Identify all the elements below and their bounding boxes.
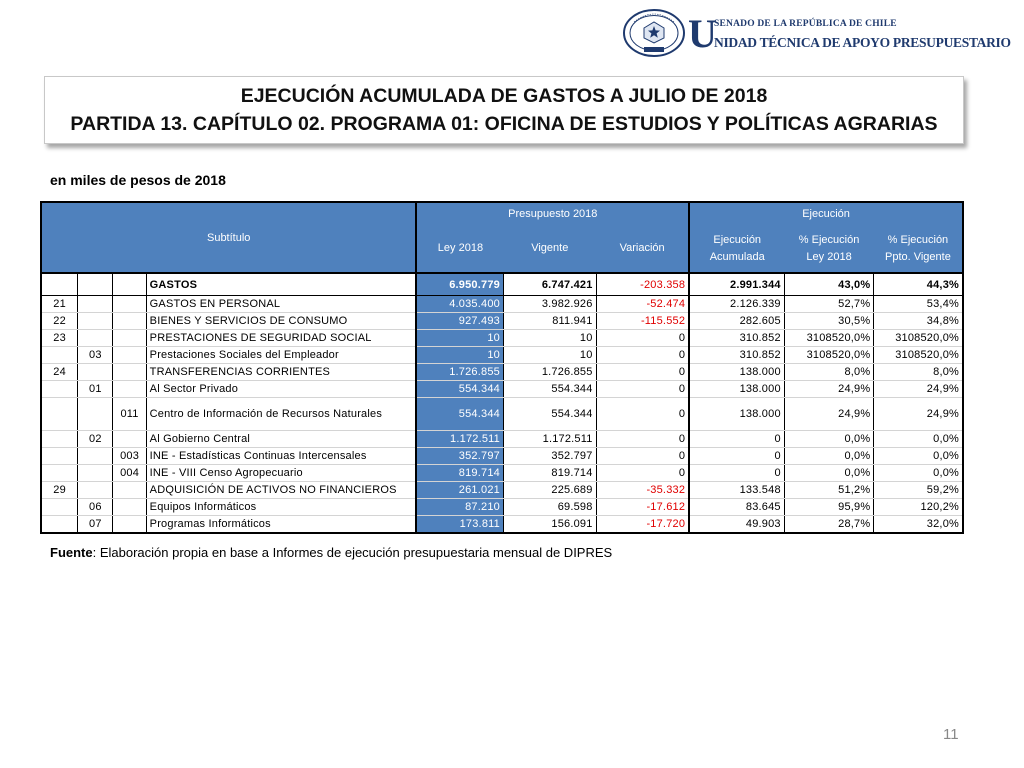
title-box xyxy=(44,76,964,144)
pct-vigente-value: 0,0% xyxy=(874,465,963,482)
pct-vigente-value: 0,0% xyxy=(874,431,963,448)
ley-value: 10 xyxy=(416,330,503,347)
page-subtitle: PARTIDA 13. CAPÍTULO 02. PROGRAMA 01: OFICINA DE ESTUDIOS Y POLÍTICAS AGRARIAS xyxy=(70,113,938,135)
budget-table xyxy=(40,201,964,534)
pct-vigente-value: 120,2% xyxy=(874,499,963,516)
pct-vigente-value: 24,9% xyxy=(874,381,963,398)
subtitulo-code xyxy=(41,398,78,431)
vigente-value: 819.714 xyxy=(503,465,596,482)
vigente-value: 811.941 xyxy=(503,313,596,330)
table-row xyxy=(41,381,963,398)
asignacion-code xyxy=(113,313,146,330)
ejecucion-value: 133.548 xyxy=(689,482,784,499)
ejecucion-value: 138.000 xyxy=(689,364,784,381)
ley-value: 6.950.779 xyxy=(416,273,503,296)
ley-value: 10 xyxy=(416,347,503,364)
vigente-value: 1.726.855 xyxy=(503,364,596,381)
ley-value: 173.811 xyxy=(416,516,503,534)
vigente-value: 6.747.421 xyxy=(503,273,596,296)
asignacion-code xyxy=(113,364,146,381)
asignacion-code xyxy=(113,330,146,347)
pct-vigente-value: 34,8% xyxy=(874,313,963,330)
line-name: Equipos Informáticos xyxy=(146,499,416,516)
subtitulo-code: 24 xyxy=(41,364,78,381)
line-name: Prestaciones Sociales del Empleador xyxy=(146,347,416,364)
header-vigente: Vigente xyxy=(503,225,596,273)
table-row xyxy=(41,482,963,499)
pct-ley-value: 30,5% xyxy=(784,313,874,330)
header-subtitulo: Subtítulo xyxy=(41,202,416,273)
subtitulo-code: 21 xyxy=(41,296,78,313)
item-code xyxy=(78,296,113,313)
vigente-value: 225.689 xyxy=(503,482,596,499)
asignacion-code xyxy=(113,347,146,364)
pct-ley-value: 0,0% xyxy=(784,465,874,482)
ejecucion-value: 0 xyxy=(689,448,784,465)
header-ejecucion-group: Ejecución xyxy=(689,202,963,225)
source-note xyxy=(50,545,612,560)
item-code: 07 xyxy=(78,516,113,534)
asignacion-code xyxy=(113,516,146,534)
subtitulo-code xyxy=(41,381,78,398)
ejecucion-value: 138.000 xyxy=(689,398,784,431)
pct-ley-value: 3108520,0% xyxy=(784,347,874,364)
subtitulo-code xyxy=(41,465,78,482)
table-row xyxy=(41,398,963,431)
item-code xyxy=(78,273,113,296)
asignacion-code: 011 xyxy=(113,398,146,431)
subtitulo-code: 22 xyxy=(41,313,78,330)
line-name: Centro de Información de Recursos Naturales xyxy=(146,398,416,431)
pct-vigente-value: 59,2% xyxy=(874,482,963,499)
ejecucion-value: 282.605 xyxy=(689,313,784,330)
ley-value: 1.726.855 xyxy=(416,364,503,381)
pct-ley-value: 28,7% xyxy=(784,516,874,534)
table-row-total xyxy=(41,273,963,296)
pct-ley-value: 24,9% xyxy=(784,381,874,398)
table-row xyxy=(41,364,963,381)
item-code: 01 xyxy=(78,381,113,398)
ejecucion-value: 0 xyxy=(689,465,784,482)
asignacion-code: 004 xyxy=(113,465,146,482)
table-body xyxy=(41,273,963,533)
ejecucion-value: 310.852 xyxy=(689,330,784,347)
item-code xyxy=(78,313,113,330)
ley-value: 261.021 xyxy=(416,482,503,499)
subtitulo-code xyxy=(41,499,78,516)
line-name: GASTOS EN PERSONAL xyxy=(146,296,416,313)
table-row xyxy=(41,347,963,364)
header-presupuesto-group: Presupuesto 2018 xyxy=(416,202,689,225)
header-ley: Ley 2018 xyxy=(416,225,503,273)
asignacion-code xyxy=(113,381,146,398)
pct-vigente-value: 32,0% xyxy=(874,516,963,534)
pct-ley-value: 43,0% xyxy=(784,273,874,296)
subtitulo-code: 29 xyxy=(41,482,78,499)
units-note: en miles de pesos de 2018 xyxy=(50,172,226,188)
variacion-value: 0 xyxy=(596,431,689,448)
item-code xyxy=(78,330,113,347)
line-name: BIENES Y SERVICIOS DE CONSUMO xyxy=(146,313,416,330)
line-name: Al Gobierno Central xyxy=(146,431,416,448)
logo-unidad-line: NIDAD TÉCNICA DE APOYO PRESUPUESTARIO xyxy=(714,35,1011,50)
ley-value: 819.714 xyxy=(416,465,503,482)
item-code xyxy=(78,482,113,499)
vigente-value: 10 xyxy=(503,330,596,347)
vigente-value: 10 xyxy=(503,347,596,364)
variacion-value: 0 xyxy=(596,448,689,465)
item-code xyxy=(78,465,113,482)
item-code: 03 xyxy=(78,347,113,364)
senate-seal-icon xyxy=(622,8,686,58)
asignacion-code xyxy=(113,273,146,296)
ejecucion-value: 49.903 xyxy=(689,516,784,534)
subtitulo-code xyxy=(41,448,78,465)
vigente-value: 1.172.511 xyxy=(503,431,596,448)
page-title: EJECUCIÓN ACUMULADA DE GASTOS A JULIO DE 2018 xyxy=(240,85,768,107)
line-name: GASTOS xyxy=(146,273,416,296)
ley-value: 1.172.511 xyxy=(416,431,503,448)
item-code xyxy=(78,364,113,381)
pct-vigente-value: 3108520,0% xyxy=(874,347,963,364)
pct-ley-value: 52,7% xyxy=(784,296,874,313)
subtitulo-code xyxy=(41,431,78,448)
ley-value: 554.344 xyxy=(416,398,503,431)
pct-ley-value: 95,9% xyxy=(784,499,874,516)
table-row xyxy=(41,330,963,347)
senado-logo xyxy=(622,8,1018,58)
asignacion-code xyxy=(113,296,146,313)
ejecucion-value: 138.000 xyxy=(689,381,784,398)
ejecucion-value: 0 xyxy=(689,431,784,448)
pct-vigente-value: 3108520,0% xyxy=(874,330,963,347)
ley-value: 554.344 xyxy=(416,381,503,398)
asignacion-code: 003 xyxy=(113,448,146,465)
variacion-value: -17.612 xyxy=(596,499,689,516)
subtitulo-code xyxy=(41,516,78,534)
table-row xyxy=(41,448,963,465)
subtitulo-code: 23 xyxy=(41,330,78,347)
ejecucion-value: 2.126.339 xyxy=(689,296,784,313)
line-name: PRESTACIONES DE SEGURIDAD SOCIAL xyxy=(146,330,416,347)
table-row xyxy=(41,499,963,516)
variacion-value: 0 xyxy=(596,465,689,482)
ley-value: 927.493 xyxy=(416,313,503,330)
item-code xyxy=(78,448,113,465)
line-name: INE - VIII Censo Agropecuario xyxy=(146,465,416,482)
ley-value: 4.035.400 xyxy=(416,296,503,313)
header-variacion: Variación xyxy=(596,225,689,273)
source-text: : Elaboración propia en base a Informes de ejecución presupuestaria mensual de DIPRES xyxy=(92,545,613,560)
table-row xyxy=(41,313,963,330)
pct-vigente-value: 53,4% xyxy=(874,296,963,313)
pct-vigente-value: 8,0% xyxy=(874,364,963,381)
variacion-value: -52.474 xyxy=(596,296,689,313)
table-row xyxy=(41,431,963,448)
pct-ley-value: 24,9% xyxy=(784,398,874,431)
logo-initial: U xyxy=(688,11,717,56)
item-code: 02 xyxy=(78,431,113,448)
vigente-value: 156.091 xyxy=(503,516,596,534)
line-name: INE - Estadísticas Continuas Intercensales xyxy=(146,448,416,465)
table-row xyxy=(41,296,963,313)
variacion-value: -17.720 xyxy=(596,516,689,534)
variacion-value: 0 xyxy=(596,398,689,431)
subtitulo-code xyxy=(41,347,78,364)
line-name: TRANSFERENCIAS CORRIENTES xyxy=(146,364,416,381)
asignacion-code xyxy=(113,499,146,516)
header-pct-ley: % Ejecución Ley 2018 xyxy=(784,225,874,273)
asignacion-code xyxy=(113,482,146,499)
pct-vigente-value: 24,9% xyxy=(874,398,963,431)
item-code: 06 xyxy=(78,499,113,516)
subtitulo-code xyxy=(41,273,78,296)
pct-ley-value: 0,0% xyxy=(784,448,874,465)
variacion-value: -115.552 xyxy=(596,313,689,330)
line-name: Al Sector Privado xyxy=(146,381,416,398)
variacion-value: 0 xyxy=(596,381,689,398)
pct-ley-value: 0,0% xyxy=(784,431,874,448)
variacion-value: 0 xyxy=(596,330,689,347)
table-row xyxy=(41,465,963,482)
vigente-value: 554.344 xyxy=(503,381,596,398)
table-row xyxy=(41,516,963,534)
logo-senado-line: SENADO DE LA REPÚBLICA DE CHILE xyxy=(714,19,897,29)
pct-vigente-value: 44,3% xyxy=(874,273,963,296)
ley-value: 87.210 xyxy=(416,499,503,516)
pct-ley-value: 3108520,0% xyxy=(784,330,874,347)
ejecucion-value: 83.645 xyxy=(689,499,784,516)
vigente-value: 3.982.926 xyxy=(503,296,596,313)
header-pct-vigente: % Ejecución Ppto. Vigente xyxy=(874,225,963,273)
page-number: 11 xyxy=(943,726,959,743)
variacion-value: -203.358 xyxy=(596,273,689,296)
vigente-value: 352.797 xyxy=(503,448,596,465)
pct-vigente-value: 0,0% xyxy=(874,448,963,465)
vigente-value: 69.598 xyxy=(503,499,596,516)
variacion-value: 0 xyxy=(596,364,689,381)
ley-value: 352.797 xyxy=(416,448,503,465)
source-label: Fuente xyxy=(50,545,93,560)
header-ejecucion-acumulada: Ejecución Acumulada xyxy=(689,225,784,273)
line-name: Programas Informáticos xyxy=(146,516,416,534)
variacion-value: -35.332 xyxy=(596,482,689,499)
ejecucion-value: 310.852 xyxy=(689,347,784,364)
asignacion-code xyxy=(113,431,146,448)
vigente-value: 554.344 xyxy=(503,398,596,431)
line-name: ADQUISICIÓN DE ACTIVOS NO FINANCIEROS xyxy=(146,482,416,499)
ejecucion-value: 2.991.344 xyxy=(689,273,784,296)
pct-ley-value: 51,2% xyxy=(784,482,874,499)
variacion-value: 0 xyxy=(596,347,689,364)
pct-ley-value: 8,0% xyxy=(784,364,874,381)
item-code xyxy=(78,398,113,431)
